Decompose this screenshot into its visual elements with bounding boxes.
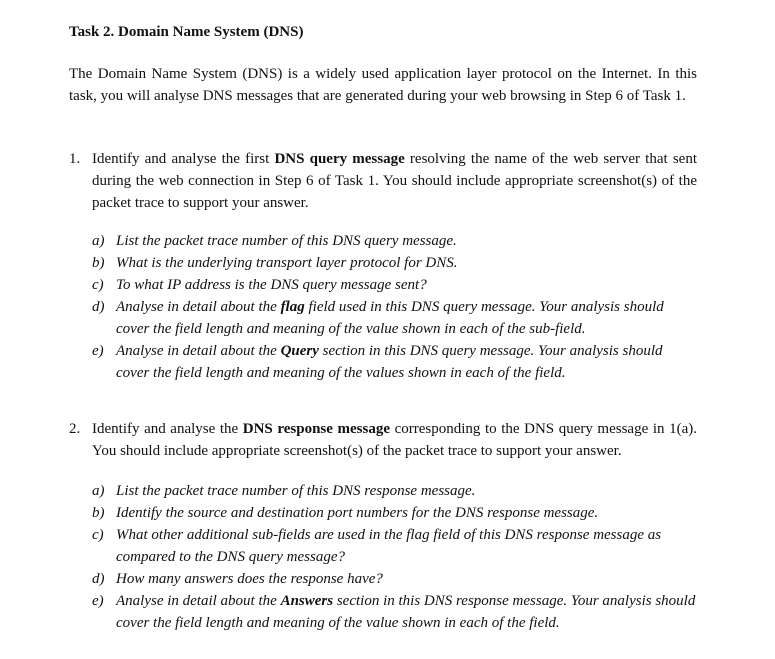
subitem: e) Analyse in detail about the Query section in this DNS query message. Your analysis should cover the field length and meaning of the values shown in each of the field. (92, 343, 663, 381)
question-number: 2. (69, 421, 81, 437)
subitem: d) Analyse in detail about the flag field used in this DNS query message. Your analysis should cover the field length and meaning of the value shown in each of the sub-field. (92, 299, 664, 337)
subitem: a) List the packet trace number of this DNS query message. (92, 233, 457, 249)
question-number: 1. (69, 151, 81, 167)
subitem: c) What other additional sub-fields are used in the flag field of this DNS response message as compared to the DNS query message? (92, 527, 662, 565)
task-title: Task 2. Domain Name System (DNS) (69, 24, 304, 40)
bold-term: Answers (280, 593, 334, 609)
question-text: Identify and analyse the first DNS query message resolving the name of the web server that sent during the web connection in Step 6 of Task 1. You should include appropriate screenshot(s) of the packet trace to support your answer. (92, 151, 697, 211)
intro-paragraph: The Domain Name System (DNS) is a widely used application layer protocol on the Internet. In this task, you will analyse DNS messages that are generated during your web browsing in Step 6 of Task 1. (69, 66, 697, 104)
question-2-subitems (92, 480, 697, 634)
subitem: a) List the packet trace number of this DNS response message. (92, 483, 476, 499)
subitem: d) How many answers does the response have? (92, 571, 383, 587)
subitem: b) Identify the source and destination port numbers for the DNS response message. (92, 505, 599, 521)
question-2 (69, 418, 697, 462)
subitem: b) What is the underlying transport layer protocol for DNS. (92, 255, 458, 271)
bold-term: flag (280, 299, 305, 315)
question-text: Identify and analyse the DNS response message corresponding to the DNS query message in 1(a). You should include appropriate screenshot(s) of the packet trace to support your answer. (92, 421, 697, 459)
subitem: c) To what IP address is the DNS query message sent? (92, 277, 427, 293)
question-1 (69, 148, 697, 214)
subitem: e) Analyse in detail about the Answers section in this DNS response message. Your analysis should cover the field length and meaning of the value shown in each of the field. (92, 593, 696, 631)
bold-term: DNS response message (242, 421, 390, 437)
bold-term: DNS query message (274, 151, 405, 167)
question-1-subitems (92, 230, 697, 384)
bold-term: Query (280, 343, 319, 359)
